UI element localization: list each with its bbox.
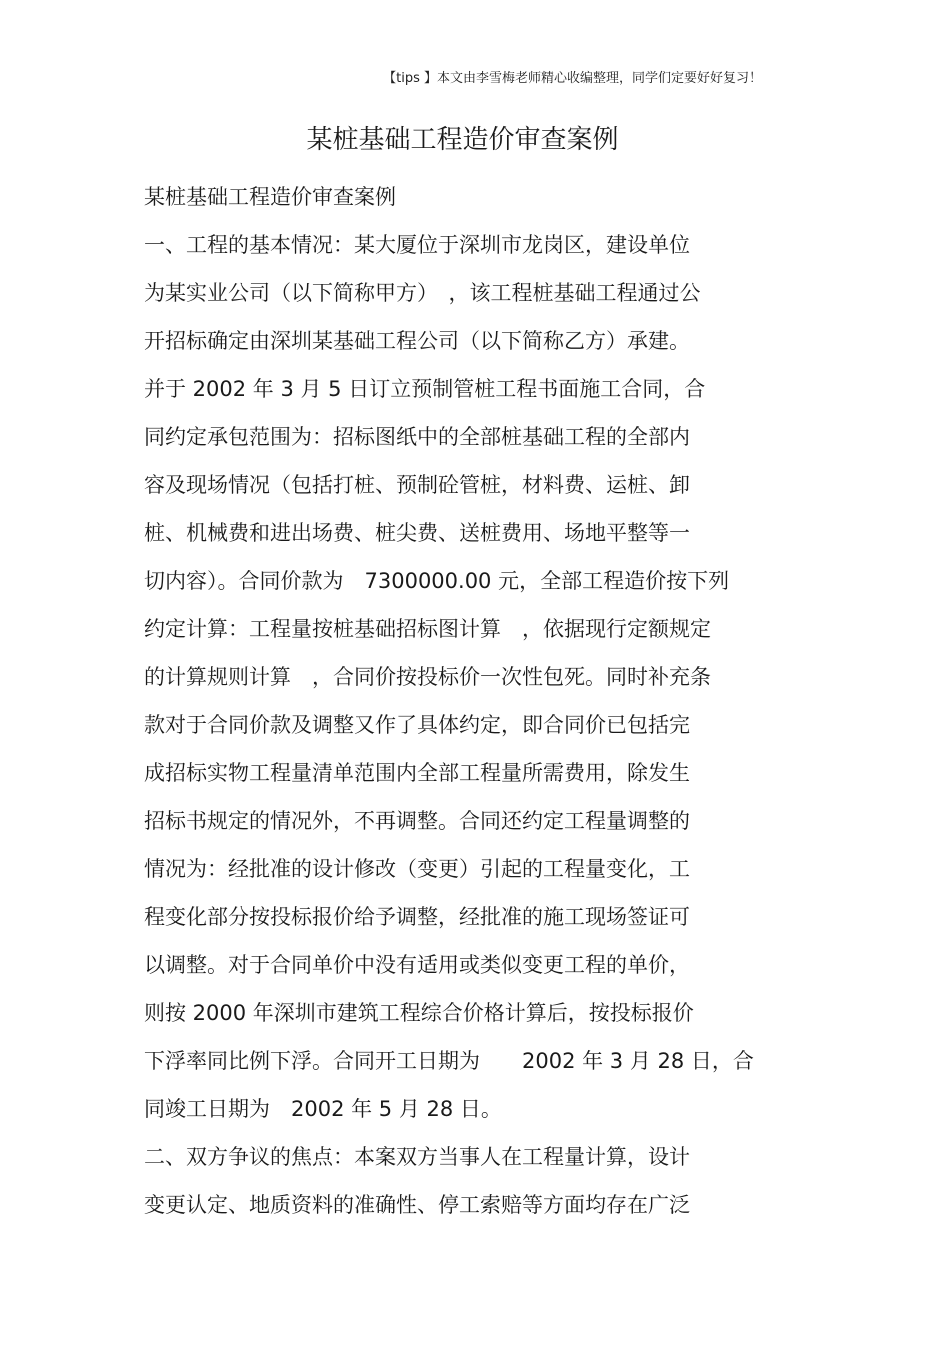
text-line: 程变化部分按投标报价给予调整，经批准的施工现场签证可 — [144, 905, 690, 929]
text-line: 则按 2000 年深圳市建筑工程综合价格计算后，按投标报价 — [144, 1001, 694, 1025]
text-line: 情况为：经批准的设计修改（变更）引起的工程量变化，工 — [144, 857, 690, 881]
text-line: 同竣工日期为 2002 年 5 月 28 日。 — [144, 1097, 502, 1121]
text-line: 以调整。对于合同单价中没有适用或类似变更工程的单价， — [144, 953, 690, 977]
text-line: 某桩基础工程造价审查案例 — [144, 185, 396, 209]
text-line: 一、工程的基本情况：某大厦位于深圳市龙岗区，建设单位 — [144, 233, 690, 257]
text-line: 同约定承包范围为：招标图纸中的全部桩基础工程的全部内 — [144, 425, 690, 449]
text-line: 下浮率同比例下浮。合同开工日期为 2002 年 3 月 28 日，合 — [144, 1049, 754, 1073]
text-line: 切内容）。合同价款为 7300000.00 元，全部工程造价按下列 — [144, 569, 730, 593]
body-text — [144, 177, 824, 1233]
text-line: 容及现场情况（包括打桩、预制砼管桩，材料费、运桩、卸 — [144, 473, 690, 497]
text-line: 变更认定、地质资料的准确性、停工索赔等方面均存在广泛 — [144, 1193, 690, 1217]
text-line: 的计算规则计算 ，合同价按投标价一次性包死。同时补充条 — [144, 665, 711, 689]
text-line: 并于 2002 年 3 月 5 日订立预制管桩工程书面施工合同，合 — [144, 377, 706, 401]
text-line: 招标书规定的情况外，不再调整。合同还约定工程量调整的 — [144, 809, 690, 833]
text-line: 开招标确定由深圳某基础工程公司（以下简称乙方）承建。 — [144, 329, 690, 353]
text-line: 款对于合同价款及调整又作了具体约定，即合同价已包括完 — [144, 713, 690, 737]
text-line: 为某实业公司（以下简称甲方） ，该工程桩基础工程通过公 — [144, 281, 701, 305]
text-line: 二、双方争议的焦点：本案双方当事人在工程量计算，设计 — [144, 1145, 690, 1169]
header-tips: 【tips 】本文由李雪梅老师精心收编整理，同学们定要好好复习！ — [383, 71, 762, 86]
page-title: 某桩基础工程造价审查案例 — [306, 125, 619, 155]
text-line: 约定计算：工程量按桩基础招标图计算 ，依据现行定额规定 — [144, 617, 711, 641]
text-line: 成招标实物工程量清单范围内全部工程量所需费用，除发生 — [144, 761, 690, 785]
text-line: 桩、机械费和进出场费、桩尖费、送桩费用、场地平整等一 — [144, 521, 690, 545]
